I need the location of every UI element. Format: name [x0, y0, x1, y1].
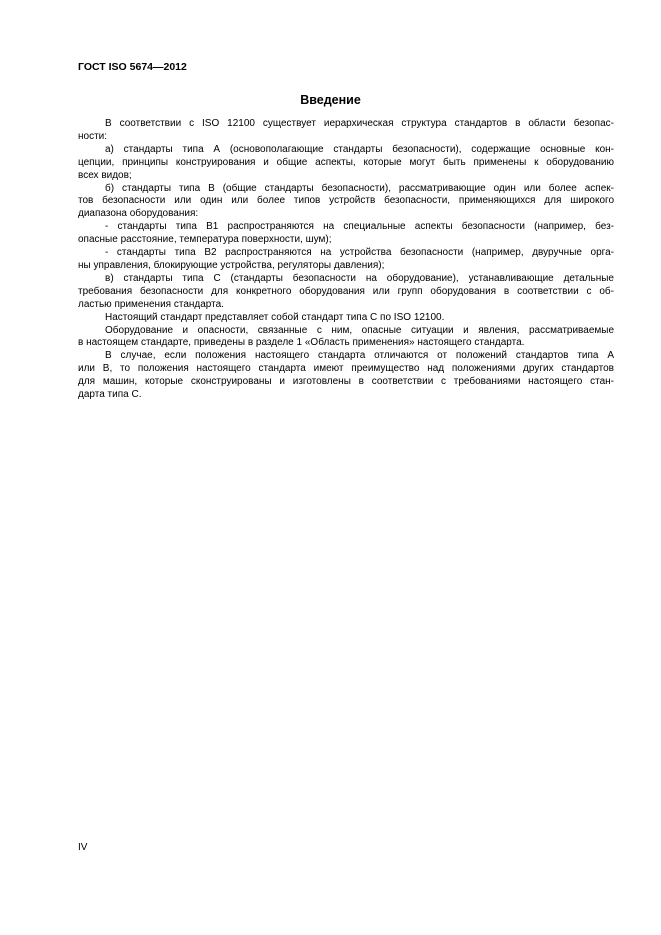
text-line: или В, то положения настоящего стандарта имеют преимущество над положениями других стандартов [78, 363, 614, 375]
paragraph [78, 325, 614, 351]
text-line: для машин, которые сконструированы и изготовлены в соответствии с требованиями настоящего стан- [78, 376, 614, 388]
paragraph [78, 312, 614, 325]
text-line: Оборудование и опасности, связанные с ним, опасные ситуации и явления, рассматриваемые [105, 324, 614, 336]
paragraph [78, 350, 614, 402]
text-line: б) стандарты типа В (общие стандарты безопасности), рассматривающие один или более аспек- [105, 182, 614, 194]
text-line: в настоящем стандарте, приведены в разделе 1 «Область применения» настоящего стандарта. [78, 337, 525, 349]
text-line: а) стандарты типа А (основополагающие стандарты безопасности), содержащие основные кон- [105, 143, 614, 155]
text-line: цепции, принципы конструирования и общие аспекты, которые могут быть применены к оборудованию [78, 156, 614, 168]
text-line: В соответствии с ISO 12100 существует иерархическая структура стандартов в области безопас- [105, 118, 614, 129]
paragraph [78, 247, 614, 273]
text-line: - стандарты типа В1 распространяются на специальные аспекты безопасности (например, без- [105, 221, 614, 233]
text-line: ластью применения стандарта. [78, 298, 224, 310]
page-number: IV [78, 842, 88, 853]
paragraph [78, 118, 614, 144]
introduction-text [78, 118, 614, 402]
text-line: Настоящий стандарт представляет собой стандарт типа С по ISO 12100. [105, 311, 445, 323]
paragraph [78, 183, 614, 222]
text-line: диапазона оборудования: [78, 208, 199, 220]
text-line: ны управления, блокирующие устройства, регуляторы давления); [78, 259, 385, 271]
section-title: Введение [300, 93, 361, 107]
text-line: опасные расстояние, температура поверхности, шум); [78, 234, 332, 246]
text-line: тов безопасности или один или более типов устройств безопасности, применяющихся для широкого [78, 195, 614, 207]
text-line: в) стандарты типа С (стандарты безопасности на оборудование), устанавливающие детальные [105, 272, 614, 284]
text-line: требования безопасности для конкретного оборудования или групп оборудования в соответствии с об- [78, 285, 614, 297]
text-line: дарта типа С. [78, 389, 142, 401]
paragraph [78, 144, 614, 183]
paragraph [78, 273, 614, 312]
paragraph [78, 221, 614, 247]
document-code-header: ГОСТ ISO 5674—2012 [78, 61, 187, 73]
text-line: ности: [78, 130, 108, 142]
text-line: В случае, если положения настоящего стандарта отличаются от положений стандартов типа А [105, 350, 614, 362]
text-line: всех видов; [78, 169, 132, 181]
text-line: - стандарты типа В2 распространяются на устройства безопасности (например, двуручные орга- [105, 247, 614, 259]
